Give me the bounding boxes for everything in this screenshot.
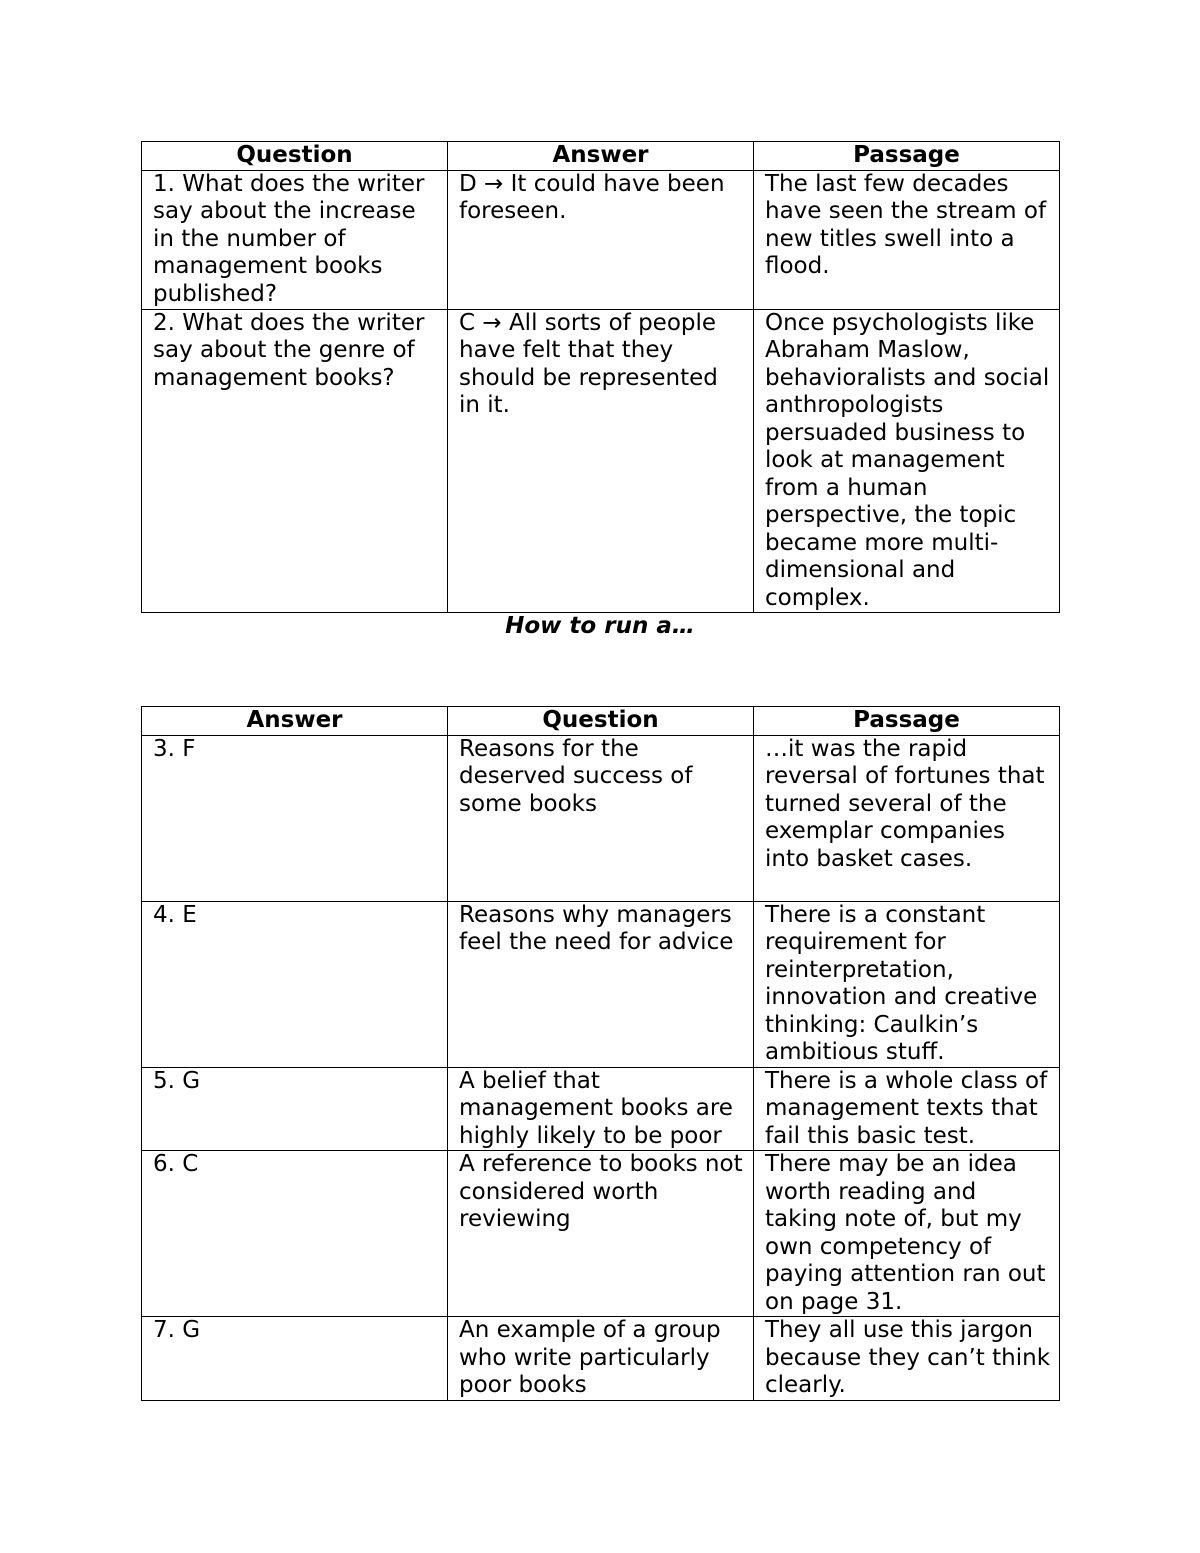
- column-header-answer: Answer: [142, 707, 448, 736]
- question-cell: Reasons for the deserved success of some books: [448, 735, 754, 901]
- question-answer-table-2: [141, 706, 1060, 1401]
- passage-cell: Once psychologists like Abraham Maslow, behavioralists and social anthropologists persuaded business to look at management from a human perspective, the topic became more multi-dimensional and complex.: [754, 309, 1060, 613]
- table-header-row: [142, 142, 1060, 171]
- table-row: [142, 1317, 1060, 1401]
- answer-cell: 3. F: [142, 735, 448, 901]
- passage-cell: There may be an idea worth reading and taking note of, but my own competency of paying attention ran out on page 31.: [754, 1151, 1060, 1317]
- column-header-passage: Passage: [754, 707, 1060, 736]
- answer-cell: C → All sorts of people have felt that they should be represented in it.: [448, 309, 754, 613]
- question-cell: 1. What does the writer say about the increase in the number of management books published?: [142, 170, 448, 309]
- column-header-question: Question: [142, 142, 448, 171]
- answer-cell: 5. G: [142, 1067, 448, 1151]
- table-row: [142, 901, 1060, 1067]
- table-row: [142, 735, 1060, 901]
- table-row: [142, 1067, 1060, 1151]
- table-row: [142, 1151, 1060, 1317]
- answer-cell: 6. C: [142, 1151, 448, 1317]
- section-heading: How to run a…: [505, 613, 695, 639]
- answer-cell: D → It could have been foreseen.: [448, 170, 754, 309]
- question-cell: 2. What does the writer say about the genre of management books?: [142, 309, 448, 613]
- question-cell: A belief that management books are highly likely to be poor: [448, 1067, 754, 1151]
- answer-cell: 7. G: [142, 1317, 448, 1401]
- table-row: [142, 170, 1060, 309]
- question-cell: An example of a group who write particularly poor books: [448, 1317, 754, 1401]
- question-cell: Reasons why managers feel the need for advice: [448, 901, 754, 1067]
- question-cell: A reference to books not considered worth reviewing: [448, 1151, 754, 1317]
- passage-cell: They all use this jargon because they can’t think clearly.: [754, 1317, 1060, 1401]
- passage-cell: There is a constant requirement for reinterpretation, innovation and creative thinking: Caulkin’s ambitious stuff.: [754, 901, 1060, 1067]
- passage-cell: There is a whole class of management texts that fail this basic test.: [754, 1067, 1060, 1151]
- question-answer-table-1: [141, 141, 1060, 613]
- table-row: [142, 309, 1060, 613]
- column-header-answer: Answer: [448, 142, 754, 171]
- table-header-row: [142, 707, 1060, 736]
- passage-cell: The last few decades have seen the stream of new titles swell into a flood.: [754, 170, 1060, 309]
- answer-cell: 4. E: [142, 901, 448, 1067]
- column-header-passage: Passage: [754, 142, 1060, 171]
- passage-cell: …it was the rapid reversal of fortunes that turned several of the exemplar companies into basket cases.: [754, 735, 1060, 901]
- column-header-question: Question: [448, 707, 754, 736]
